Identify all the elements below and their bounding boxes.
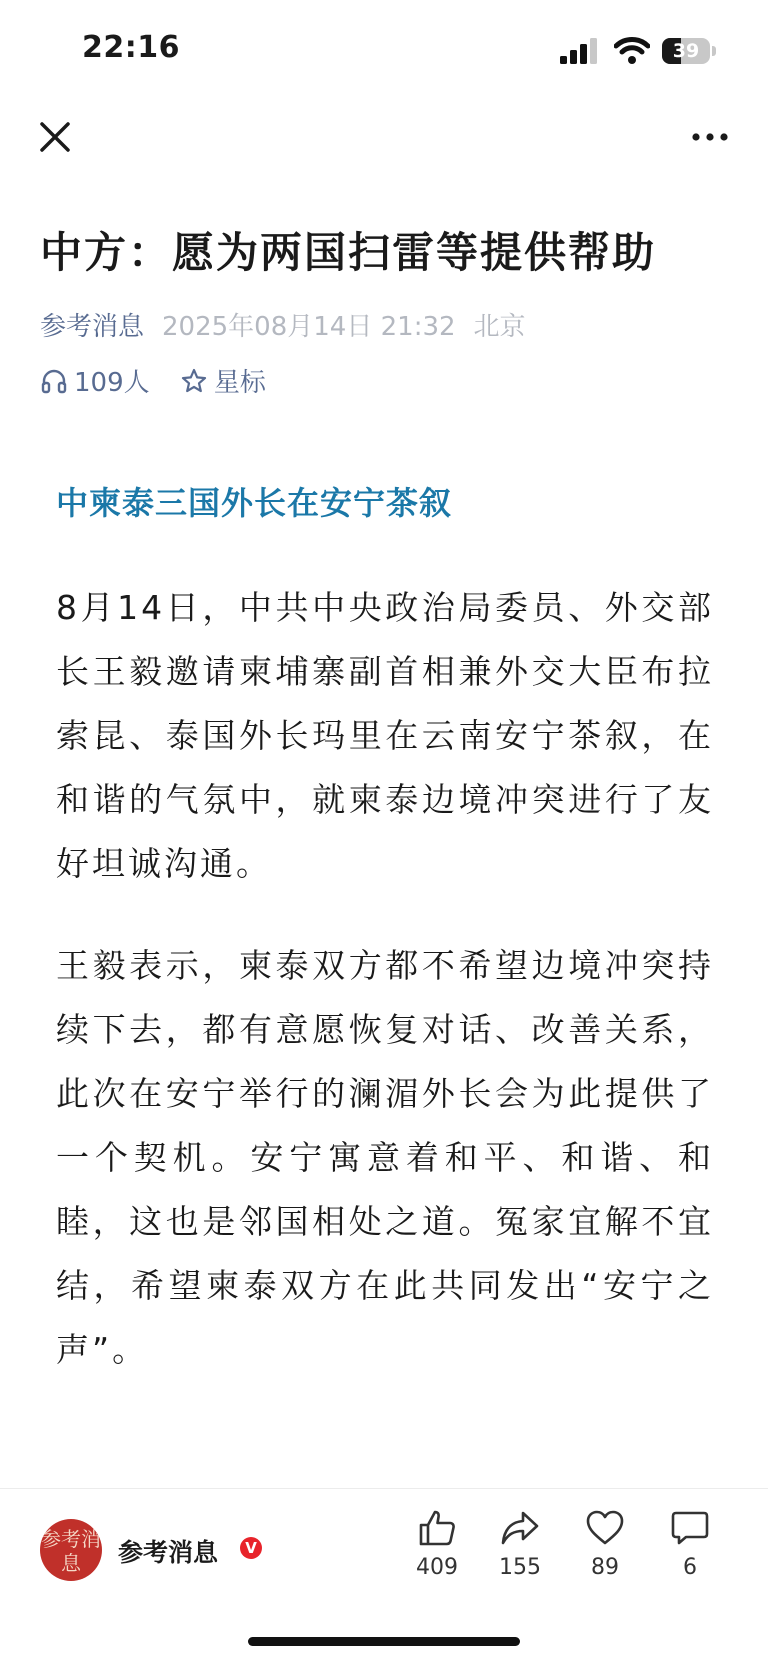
listener-count: 109人 — [74, 368, 150, 398]
article-meta — [40, 306, 526, 343]
like-button[interactable] — [407, 1509, 467, 1580]
close-icon[interactable] — [30, 112, 80, 162]
status-bar — [0, 0, 768, 100]
listen-button[interactable] — [40, 362, 150, 399]
bottom-bar — [0, 1488, 768, 1664]
share-icon — [500, 1509, 540, 1547]
wifi-icon — [614, 36, 650, 64]
heart-icon — [585, 1509, 625, 1547]
battery-indicator — [662, 38, 716, 64]
share-button[interactable] — [490, 1509, 550, 1580]
comment-button[interactable] — [660, 1509, 720, 1580]
favorite-button[interactable] — [575, 1509, 635, 1580]
avatar-logo-text: 参考消息 — [41, 1527, 101, 1575]
account-name[interactable]: 参考消息 — [118, 1538, 219, 1567]
star-label: 星标 — [213, 368, 266, 398]
article-paragraph: 8月14日，中共中央政治局委员、外交部长王毅邀请柬埔寨副首相兼外交大臣布拉索昆、泰国外长玛里在云南安宁茶叙，在和谐的气氛中，就柬泰边境冲突进行了友好坦诚沟通。 — [56, 588, 714, 883]
source-link[interactable]: 参考消息 — [40, 312, 145, 342]
battery-percent: 39 — [672, 40, 700, 62]
status-time: 22:16 — [82, 30, 180, 65]
verified-badge: V — [240, 1537, 262, 1559]
headphones-icon — [40, 367, 68, 395]
article-paragraph: 王毅表示，柬泰双方都不希望边境冲突持续下去，都有意愿恢复对话、改善关系，此次在安宁举行的澜湄外长会为此提供了一个契机。安宁寓意着和平、和谐、和睦，这也是邻国相处之道。冤家宜解不宜结，希望柬泰双方在此共同发出“安宁之声”。 — [56, 946, 714, 1369]
more-icon[interactable] — [686, 112, 736, 162]
star-button[interactable] — [180, 362, 266, 399]
publish-date: 2025年08月14日 21:32 — [162, 312, 456, 342]
article-title: 中方：愿为两国扫雷等提供帮助 — [40, 228, 657, 277]
comment-count: 6 — [683, 1555, 697, 1580]
account-avatar[interactable] — [40, 1519, 102, 1581]
home-indicator[interactable] — [248, 1637, 520, 1646]
article-subheading: 中柬泰三国外长在安宁茶叙 — [56, 484, 453, 522]
publish-location: 北京 — [473, 312, 526, 342]
star-icon — [180, 367, 208, 395]
share-count: 155 — [499, 1555, 541, 1580]
favorite-count: 89 — [591, 1555, 619, 1580]
cellular-signal-icon — [560, 38, 600, 64]
like-count: 409 — [416, 1555, 458, 1580]
article-actions-row — [40, 362, 288, 402]
thumbs-up-icon — [417, 1509, 457, 1547]
comment-icon — [670, 1509, 710, 1547]
